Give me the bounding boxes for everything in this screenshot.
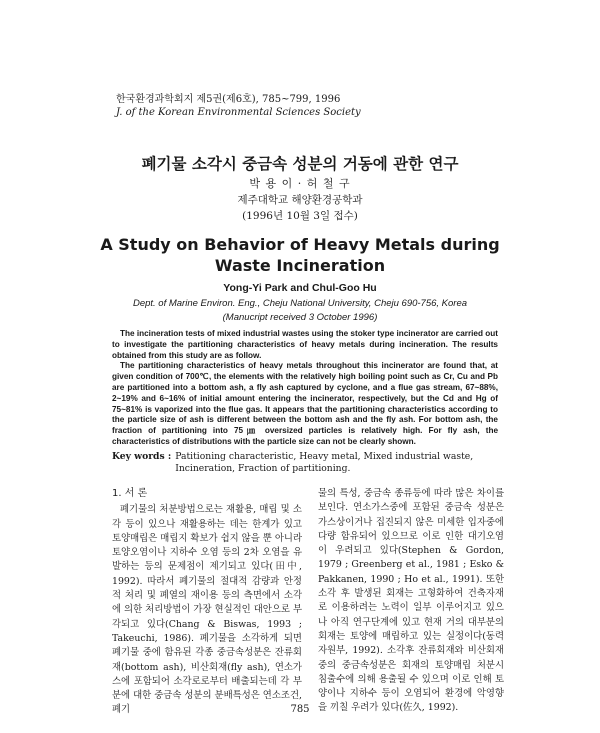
journal-header [116, 93, 361, 119]
abstract-paragraph-2: The partitioning characteristics of heavy metals throughout this incinerator are found that, at given condition of 700℃, the elements with the relatively high boiling point such as Cr, Cu and Pb are partitioned into a bottom ash, a fly ash captured by cyclone, and a flue gas stream, 67~88%, 2~19% and 6~16% of initial amount entering the incinerator, respectively, but the Cd and Hg of 75~81% is vaporized into the flue gas. It appears that the partitioning characteristics according to the particle size of ash is different between the bottom ash and the fly ash. For bottom ash, the fraction of partitioning into 75㎛ oversized particles is relatively high. For fly ash, the characteristics of distributions with the particle size can not be clearly shown. [112, 361, 498, 446]
english-title [0, 234, 600, 276]
section-heading-introduction: 1. 서 론 [112, 488, 148, 499]
body-right-paragraph: 물의 특성, 중금속 종류등에 따라 많은 차이를 보인다. 연소가스중에 포함된 중금속 성분은 가스상이거나 집진되지 않은 미세한 입자중에 다량 함유되어 있으므로 이로 인한 대기오염이 우려되고 있다(Stephen & Gordon, 1979 ; Greenberg et al., 1981 ; Esko & Pakkanen, 1990 ; Ho et al., 1991). 또한 소각 후 발생된 회재는 고형화하여 건축자재로 이용하려는 노력이 일부 이루어지고 있으나 아직 연구단계에 있고 현재 거의 대부분의 회재는 토양에 매립하고 있는 실정이다(동력자원부, 1992). 소각후 잔류회재와 비산회재중의 중금속성분은 회재의 토양매립 처분시 침출수에 의해 용출될 수 있으며 이로 인해 토양이나 지하수 등이 오염되어 환경에 악영향을 끼칠 우려가 있다(佐久, 1992). [318, 488, 504, 714]
abstract [112, 329, 498, 448]
english-title-line-1: A Study on Behavior of Heavy Metals during [100, 235, 500, 254]
body-left-paragraph: 폐기물의 처분방법으로는 재활용, 매립 및 소각 등이 있으나 재활용하는 데는 한계가 있고 토양매립은 매립지 확보가 쉽지 않을 뿐 아니라 토양오염이나 지하수 오염 등의 2차 오염을 유발하는 등의 문제점이 제기되고 있다(田中, 1992). 따라서 폐기물의 절대적 감량과 안정적 처리 및 폐열의 재이용 등의 측면에서 소각에 의한 처리방법이 가장 현실적인 대안으로 부각되고 있다(Chang & Biswas, 1993 ; Takeuchi, 1986). 폐기물을 소각하게 되면 폐기물 중에 함유된 각종 중금속성분은 잔류회재(bottom ash), 비산회재(fly ash), 연소가스에 포함되어 소각로로부터 배출되는데 각 부분에 대한 중금속 성분의 분배특성은 연소조건, 폐기 [112, 504, 302, 716]
body-right-column [318, 487, 504, 716]
korean-title: 폐기물 소각시 중금속 성분의 거동에 관한 연구 [141, 154, 459, 173]
english-received-date: (Manucript received 3 October 1996) [222, 312, 378, 323]
abstract-paragraph-1: The incineration tests of mixed industrial wastes using the stoker type incinerator are carried out to investigate the partitioning characteristics of heavy metals during incineration. The results obtained from this study are as follow. [112, 329, 498, 360]
korean-received-date: (1996년 10월 3일 접수) [242, 210, 358, 222]
keywords-label: Key words : [112, 451, 172, 462]
journal-name-english: J. of the Korean Environmental Sciences Society [116, 107, 361, 118]
english-title-line-2: Waste Incineration [214, 256, 386, 275]
english-affiliation: Dept. of Marine Environ. Eng., Cheju National University, Cheju 690-756, Korea [132, 298, 468, 309]
korean-authors: 박 용 이 · 허 철 구 [249, 177, 351, 190]
page-number: 785 [290, 704, 310, 715]
journal-citation-korean: 한국환경과학회지 제5권(제6호), 785~799, 1996 [116, 94, 341, 105]
body-left-column [112, 487, 302, 718]
korean-affiliation: 제주대학교 해양환경공학과 [237, 194, 363, 206]
keywords-text: Patitioning characteristic, Heavy metal, Mixed industrial waste, Incineration, Fraction of partitioning. [175, 451, 474, 474]
english-authors: Yong-Yi Park and Chul-Goo Hu [223, 282, 377, 294]
keywords [112, 451, 502, 475]
